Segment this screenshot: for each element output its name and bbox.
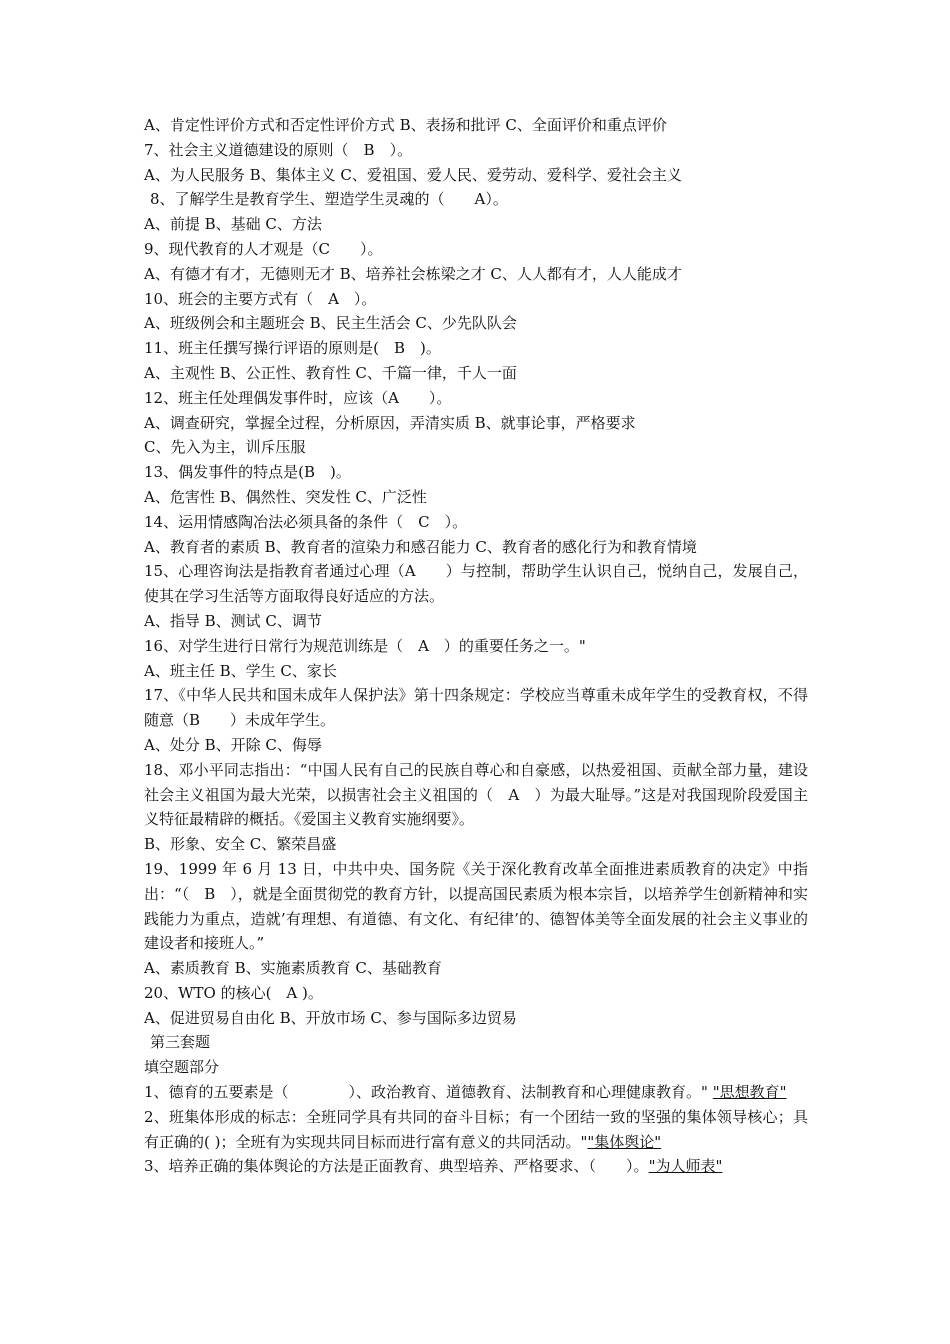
option-line: A、有德才有才，无德则无才 B、培养社会栋梁之才 C、人人都有才，人人能成才: [144, 264, 682, 283]
option-line: C、先入为主，训斥压服: [144, 438, 306, 457]
fill-blank-answer: "为人师表": [648, 1157, 723, 1176]
question-line: 16、对学生进行日常行为规范训练是（ A ）的重要任务之一。": [144, 636, 586, 655]
option-line: A、促进贸易自由化 B、开放市场 C、参与国际多边贸易: [144, 1008, 517, 1027]
fill-blank-text: 3、培养正确的集体舆论的方法是正面教育、典型培养、严格要求、（ ）。: [144, 1157, 649, 1176]
option-line: A、主观性 B、公正性、教育性 C、千篇一律，千人一面: [144, 363, 517, 382]
option-line: A、教育者的素质 B、教育者的渲染力和感召能力 C、教育者的感化行为和教育情境: [144, 537, 697, 556]
question-line: 17、《中华人民共和国未成年人保护法》第十四条规定：学校应当尊重未成年学生的受教育权，不得随意（B ）未成年学生。: [144, 686, 808, 730]
option-line: A、指导 B、测试 C、调节: [144, 611, 322, 630]
option-line: A、素质教育 B、实施素质教育 C、基础教育: [144, 959, 442, 978]
question-line: 18、邓小平同志指出：“中国人民有自己的民族自尊心和自豪感，以热爱祖国、贡献全部力量，建设社会主义祖国为最大光荣，以损害社会主义祖国的（ A ）为最大耻辱。”这是对我国现阶段爱国主义特征最精辟的概括。《爱国主义教育实施纲要》。: [144, 760, 808, 829]
fill-blank-text: 1、德育的五要素是（ ）、政治教育、道德教育、法制教育和心理健康教育。": [144, 1083, 713, 1102]
fill-blank-text: 2、班集体形成的标志：全班同学具有共同的奋斗目标；有一个团结一致的坚强的集体领导核心；具有正确的( )；全班有为实现共同目标而进行富有意义的共同活动。": [144, 1107, 808, 1151]
question-line: 7、社会主义道德建设的原则（ B ）。: [144, 140, 413, 159]
question-line: 11、班主任撰写操行评语的原则是( B )。: [144, 339, 441, 358]
question-line: 8、了解学生是教育学生、塑造学生灵魂的（ A）。: [150, 190, 508, 209]
section-subtitle: 填空题部分: [144, 1058, 220, 1077]
fill-blank-answer: "集体舆论": [587, 1132, 662, 1151]
question-line: 9、现代教育的人才观是（C ）。: [144, 239, 383, 258]
option-line: B、形象、安全 C、繁荣昌盛: [144, 835, 337, 854]
fill-blank-question: [144, 1080, 808, 1105]
question-line: 10、班会的主要方式有（ A ）。: [144, 289, 377, 308]
question-line: 12、班主任处理偶发事件时，应该（A ）。: [144, 388, 452, 407]
question-line: 20、WTO 的核心( A )。: [144, 983, 323, 1002]
option-line: A、为人民服务 B、集体主义 C、爱祖国、爱人民、爱劳动、爱科学、爱社会主义: [144, 165, 682, 184]
option-line: A、调查研究，掌握全过程，分析原因，弄清实质 B、就事论事，严格要求: [144, 413, 636, 432]
option-line: A、危害性 B、偶然性、突发性 C、广泛性: [144, 487, 427, 506]
fill-blank-question: [144, 1154, 808, 1179]
fill-blank-question: [144, 1105, 808, 1155]
question-line: 14、运用情感陶冶法必须具备的条件（ C ）。: [144, 512, 468, 531]
document-page: [144, 113, 808, 1179]
option-line: A、前提 B、基础 C、方法: [144, 215, 322, 234]
question-line: 19、1999 年 6 月 13 日，中共中央、国务院《关于深化教育改革全面推进素质教育的决定》中指出：“（ B ），就是全面贯彻党的教育方针，以提高国民素质为根本宗旨，以培养学生创新精神和实践能力为重点，造就’有理想、有道德、有文化、有纪律’的、德智体美等全面发展的社会主义事业的建设者和接班人。”: [144, 859, 808, 953]
fill-blank-answer: "思想教育": [712, 1083, 787, 1102]
question-line: 15、心理咨询法是指教育者通过心理（A ）与控制，帮助学生认识自己，悦纳自己，发展自己，使其在学习生活等方面取得良好适应的方法。: [144, 562, 808, 606]
question-line: 13、偶发事件的特点是(B )。: [144, 463, 351, 482]
option-line: A、班级例会和主题班会 B、民主生活会 C、少先队队会: [144, 314, 517, 333]
option-line: A、处分 B、开除 C、侮辱: [144, 735, 322, 754]
section-title: 第三套题: [150, 1033, 211, 1052]
option-line: A、肯定性评价方式和否定性评价方式 B、表扬和批评 C、全面评价和重点评价: [144, 116, 667, 134]
option-line: A、班主任 B、学生 C、家长: [144, 661, 337, 680]
